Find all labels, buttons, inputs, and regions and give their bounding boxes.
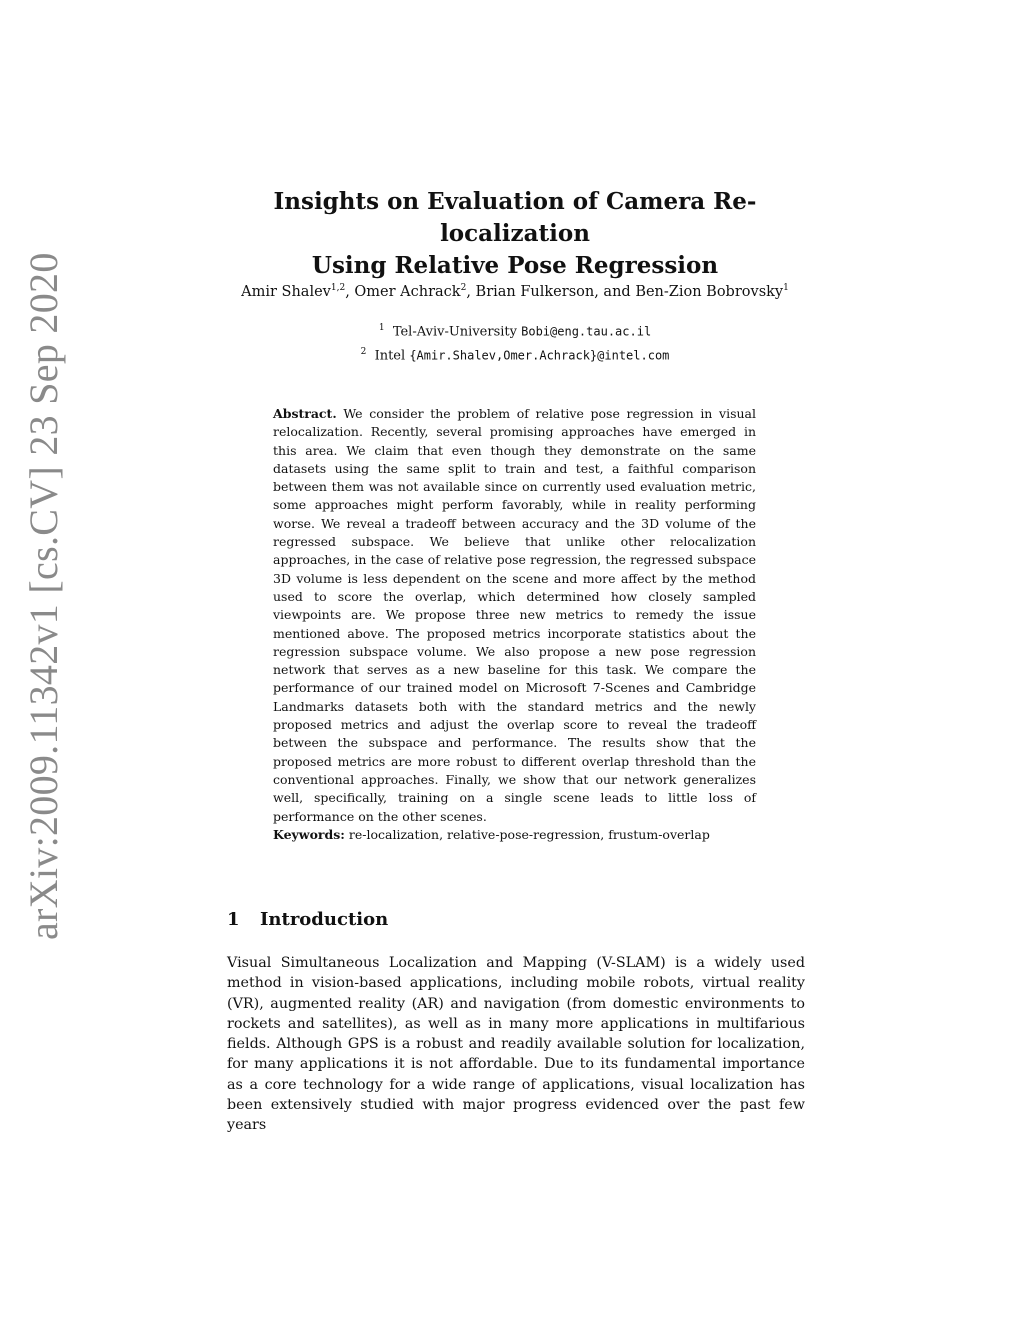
affiliation-number: 2	[360, 347, 367, 358]
affiliation-email: Bobi@eng.tau.ac.il	[521, 324, 652, 339]
keywords-text: re-localization, relative-pose-regression, frustum-overlap	[348, 827, 710, 842]
affiliation-line	[210, 342, 820, 366]
author-separator: , and	[594, 283, 636, 300]
author-name: Brian Fulkerson	[475, 283, 595, 300]
author-separator: ,	[345, 283, 355, 300]
title-line-2: Using Relative Pose Regression	[311, 252, 719, 279]
abstract-label: Abstract.	[273, 406, 337, 421]
author-affil-mark: 2	[460, 283, 467, 293]
section-heading	[227, 909, 388, 930]
author-name: Omer Achrack	[354, 283, 461, 300]
keywords-label: Keywords:	[273, 827, 345, 842]
author-separator: ,	[466, 283, 476, 300]
author-name: Ben-Zion Bobrovsky	[635, 283, 784, 300]
section-title: Introduction	[260, 909, 389, 930]
affiliation-email: {Amir.Shalev,Omer.Achrack}@intel.com	[409, 348, 670, 363]
abstract-text: We consider the problem of relative pose regression in visual relocalization. Recently, several promising approaches have emerged in this area. We claim that even though they demonstrate on the same datasets using the same split to train and test, a faithful comparison between them was not available since on currently used evaluation metric, some approaches might perform favorably, while in reality performing worse. We reveal a tradeoff between accuracy and the 3D volume of the regressed subspace. We believe that unlike other relocalization approaches, in the case of relative pose regression, the regressed subspace 3D volume is less dependent on the scene and more affect by the method used to score the overlap, which determined how closely sampled viewpoints are. We propose three new metrics to remedy the issue mentioned above. The proposed metrics incorporate statistics about the regression subspace volume. We also propose a new pose regression network that serves as a new baseline for this task. We compare the performance of our trained model on Microsoft 7-Scenes and Cambridge Landmarks datasets both with the standard metrics and the newly proposed metrics and adjust the overlap score to reveal the tradeoff between the subspace and performance. The results show that the proposed metrics are more robust to different overlap threshold than the conventional approaches. Finally, we show that our network generalizes well, specifically, training on a single scene leads to little loss of performance on the other scenes.	[273, 406, 756, 824]
author-affil-mark: 1	[783, 283, 789, 293]
section-number: 1	[227, 909, 240, 930]
abstract	[273, 405, 756, 826]
affiliations	[210, 318, 820, 367]
keywords	[273, 827, 756, 842]
author-affil-mark: 1,2	[330, 283, 346, 293]
paper-title	[210, 186, 820, 282]
affiliation-number: 1	[378, 323, 385, 333]
author-list	[210, 283, 820, 300]
arxiv-identifier-stamp: arXiv:2009.11342v1 [cs.CV] 23 Sep 2020	[21, 252, 66, 940]
title-line-1: Insights on Evaluation of Camera Re-localization	[273, 188, 757, 247]
affiliation-line	[210, 318, 820, 342]
affiliation-institution: Intel	[374, 348, 406, 364]
introduction-paragraph: Visual Simultaneous Localization and Mapping (V-SLAM) is a widely used method in vision-based applications, including mobile robots, virtual reality (VR), augmented reality (AR) and navigation (from domestic environments to rockets and satellites), as well as in many more applications in multifarious fields. Although GPS is a robust and readily available solution for localization, for many applications it is not affordable. Due to its fundamental importance as a core technology for a wide range of applications, visual localization has been extensively studied with major progress evidenced over the past few years	[227, 955, 805, 1134]
author-name: Amir Shalev	[241, 283, 331, 300]
affiliation-institution: Tel-Aviv-University	[392, 324, 517, 340]
